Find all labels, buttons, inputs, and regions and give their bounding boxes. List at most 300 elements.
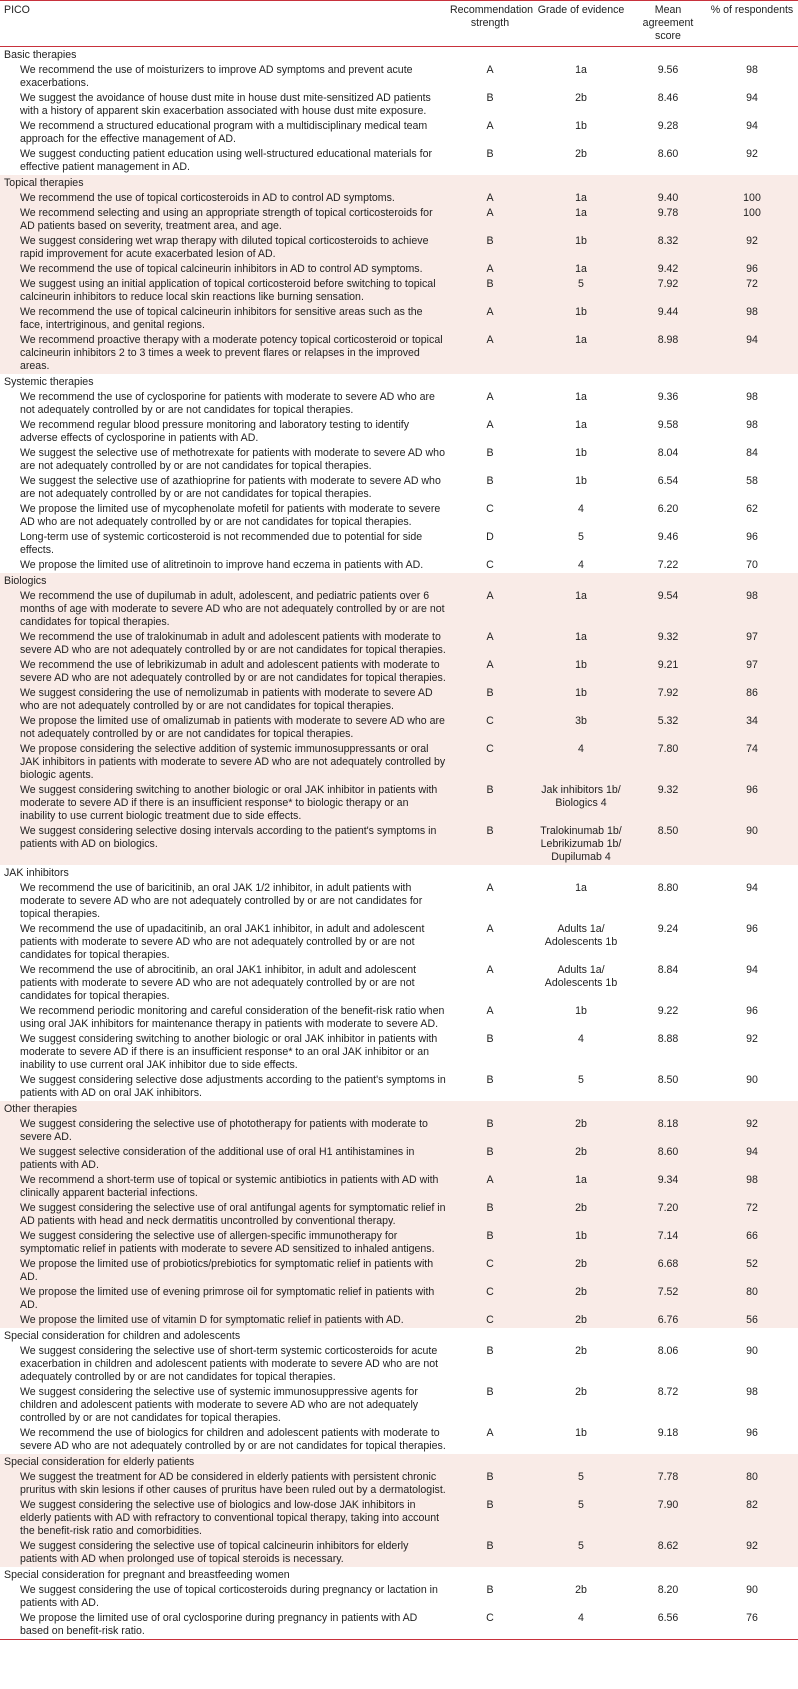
percent-respondents: 80 (706, 1285, 798, 1313)
table-row (0, 1498, 798, 1539)
pico-text: We propose the limited use of oral cyclosporine during pregnancy in patients with AD based on benefit-risk ratio. (0, 1611, 448, 1640)
grade-of-evidence: 1a (532, 333, 630, 374)
pico-text: We suggest considering the selective use of systemic immunosuppressive agents for children and adolescent patients with moderate to severe AD who are not adequately controlled by or are not candidates for topical therapies. (20, 1386, 419, 1424)
table-row (0, 91, 798, 119)
percent-respondents: 76 (706, 1611, 798, 1640)
mean-agreement-score: 8.88 (657, 1033, 679, 1045)
table-row (0, 1201, 798, 1229)
grade-of-evidence: 5 (532, 1470, 630, 1498)
grade-of-evidence: 1a (532, 630, 630, 658)
recommendation-strength: B (448, 1470, 532, 1498)
percent-respondents: 72 (706, 277, 798, 305)
recommendation-strength: B (486, 447, 494, 459)
percent-respondents: 96 (706, 262, 798, 277)
recommendation-strength: B (448, 1145, 532, 1173)
table-row (0, 305, 798, 333)
table-row (0, 558, 798, 573)
percent-respondents: 97 (706, 630, 798, 658)
pico-text: We suggest using an initial application of topical corticosteroid before switching to topical calcineurin inhibitors to reduce local skin reactions like burning sensation. (0, 277, 448, 305)
grade-of-evidence: Tralokinumab 1b/ Lebrikizumab 1b/ Dupilumab 4 (532, 824, 630, 865)
pico-text: We recommend the use of cyclosporine for patients with moderate to severe AD who are not adequately controlled by or are not candidates for topical therapies. (20, 391, 435, 416)
table-row (0, 922, 798, 963)
percent-respondents: 86 (706, 686, 798, 714)
grade-of-evidence: 1b (575, 1005, 587, 1017)
mean-agreement-score: 9.32 (630, 630, 706, 658)
pico-text: We suggest the selective use of azathioprine for patients with moderate to severe AD who are not adequately controlled by or are not candidates for topical therapies. (20, 475, 441, 500)
pico-text: We suggest considering wet wrap therapy with diluted topical corticosteroids to achieve rapid improvement for acute exacerbated lesion of AD. (0, 234, 448, 262)
recommendation-strength: B (448, 783, 532, 824)
section-title: Special consideration for elderly patients (0, 1454, 798, 1470)
pico-text: We suggest the treatment for AD be considered in elderly patients with persistent chronic pruritus with skin lesions if other causes of pruritus have been ruled out by a dermatologist. (0, 1470, 448, 1498)
section-row (0, 1328, 798, 1344)
grade-of-evidence: 5 (578, 531, 584, 543)
pico-text: We propose the limited use of probiotics/prebiotics for symptomatic relief in patients with AD. (0, 1257, 448, 1285)
recommendation-strength: A (486, 964, 494, 976)
recommendation-strength: B (486, 148, 494, 160)
pico-text: We recommend the use of topical calcineurin inhibitors in AD to control AD symptoms. (0, 262, 448, 277)
pico-text: We propose the limited use of vitamin D for symptomatic relief in patients with AD. (0, 1313, 448, 1328)
pico-text: We suggest selective consideration of the additional use of oral H1 antihistamines in patients with AD. (0, 1145, 448, 1173)
table-row (0, 1257, 798, 1285)
mean-agreement-score: 8.60 (657, 148, 679, 160)
mean-agreement-score: 9.34 (630, 1173, 706, 1201)
recommendation-strength: A (486, 64, 494, 76)
percent-respondents: 82 (706, 1498, 798, 1539)
mean-agreement-score: 8.84 (657, 964, 679, 976)
pico-text: We suggest considering switching to another biologic or oral JAK inhibitor in patients with moderate to severe AD if there is an insufficient response* to an oral JAK inhibitor or an inability to use current oral JAK inhibitor due to side effects. (20, 1033, 438, 1071)
table-row (0, 1073, 798, 1101)
percent-respondents: 100 (706, 191, 798, 206)
table-row (0, 658, 798, 686)
pico-text: We recommend selecting and using an appropriate strength of topical corticosteroids for AD patients based on severity, treatment area, and age. (0, 206, 448, 234)
percent-respondents: 94 (746, 120, 758, 132)
table-row (0, 824, 798, 865)
pico-text: We propose the limited use of alitretinoin to improve hand eczema in patients with AD. (20, 559, 424, 571)
recommendation-strength: B (448, 824, 532, 865)
recommendation-strength: B (486, 92, 494, 104)
grade-of-evidence: 4 (578, 1033, 584, 1045)
mean-agreement-score: 8.20 (657, 1584, 679, 1596)
table-row (0, 418, 798, 446)
percent-respondents: 62 (746, 503, 758, 515)
recommendation-strength: B (486, 1345, 494, 1357)
table-row (0, 1004, 798, 1032)
section-row (0, 1454, 798, 1470)
pico-text: We suggest considering selective dose adjustments according to the patient's symptoms in patients with AD on oral JAK inhibitors. (20, 1074, 446, 1099)
table-row (0, 262, 798, 277)
percent-respondents: 94 (746, 964, 758, 976)
mean-agreement-score: 9.28 (657, 120, 679, 132)
table-row (0, 742, 798, 783)
grade-of-evidence: 1b (532, 305, 630, 333)
grade-of-evidence: 1b (575, 1427, 587, 1439)
mean-agreement-score: 7.92 (630, 686, 706, 714)
recommendation-strength: B (486, 475, 494, 487)
grade-of-evidence: 2b (532, 1117, 630, 1145)
pico-text: We suggest considering selective dosing intervals according to the patient's symptoms in patients with AD on biologics. (0, 824, 448, 865)
recommendation-strength: B (448, 1498, 532, 1539)
percent-respondents: 98 (706, 305, 798, 333)
grade-of-evidence: 2b (532, 1201, 630, 1229)
header-grade-of-evidence: Grade of evidence (532, 1, 630, 47)
pico-text: We suggest considering the selective use of oral antifungal agents for symptomatic relief in AD patients with head and neck dermatitis uncontrolled by conventional therapy. (0, 1201, 448, 1229)
mean-agreement-score: 9.44 (630, 305, 706, 333)
percent-respondents: 74 (706, 742, 798, 783)
grade-of-evidence: 1a (575, 391, 587, 403)
grade-of-evidence: 2b (532, 1145, 630, 1173)
mean-agreement-score: 8.50 (657, 1074, 679, 1086)
table-row (0, 630, 798, 658)
table-row (0, 963, 798, 1004)
grade-of-evidence: 1a (532, 191, 630, 206)
recommendation-strength: B (486, 1584, 494, 1596)
grade-of-evidence: 2b (575, 1345, 587, 1357)
mean-agreement-score: 7.22 (657, 559, 679, 571)
recommendation-strength: B (448, 234, 532, 262)
mean-agreement-score: 8.18 (630, 1117, 706, 1145)
table-row (0, 474, 798, 502)
percent-respondents: 56 (706, 1313, 798, 1328)
table-row (0, 1032, 798, 1073)
percent-respondents: 80 (706, 1470, 798, 1498)
pico-text: We recommend the use of dupilumab in adult, adolescent, and pediatric patients over 6 months of age with moderate to severe AD who are not adequately controlled by or are not candidates for topical therapies. (0, 589, 448, 630)
percent-respondents: 100 (706, 206, 798, 234)
grade-of-evidence: 2b (575, 1584, 587, 1596)
mean-agreement-score: 6.56 (630, 1611, 706, 1640)
table-row (0, 783, 798, 824)
mean-agreement-score: 8.80 (657, 882, 679, 894)
table-row (0, 1344, 798, 1385)
grade-of-evidence: 1a (532, 206, 630, 234)
section-title: JAK inhibitors (4, 867, 69, 879)
mean-agreement-score: 9.21 (630, 658, 706, 686)
grade-of-evidence: 2b (575, 1386, 587, 1398)
percent-respondents: 34 (706, 714, 798, 742)
recommendation-strength: B (448, 1539, 532, 1567)
section-row (0, 865, 798, 881)
grade-of-evidence: 4 (532, 1611, 630, 1640)
pico-text: We recommend proactive therapy with a moderate potency topical corticosteroid or topical calcineurin inhibitors 2 to 3 times a week to prevent flares or relapses in the improved areas. (0, 333, 448, 374)
table-row (0, 589, 798, 630)
pico-text: We propose the limited use of mycophenolate mofetil for patients with moderate to severe AD who are not adequately controlled by or are not candidates for topical therapies. (20, 503, 441, 528)
grade-of-evidence: 1a (575, 64, 587, 76)
pico-text: We recommend the use of baricitinib, an oral JAK 1/2 inhibitor, in adult patients with moderate to severe AD who are not adequately controlled by or are not candidates for topical therapies. (20, 882, 423, 920)
recommendation-strength: C (448, 1257, 532, 1285)
recommendation-strength: A (448, 191, 532, 206)
pico-text: We suggest considering the selective use of topical calcineurin inhibitors for elderly patients with AD when prolonged use of topical steroids is necessary. (0, 1539, 448, 1567)
mean-agreement-score: 9.42 (630, 262, 706, 277)
recommendation-strength: A (448, 589, 532, 630)
pico-text: We suggest considering the selective use of phototherapy for patients with moderate to severe AD. (0, 1117, 448, 1145)
grade-of-evidence: 1b (532, 686, 630, 714)
table-row (0, 333, 798, 374)
grade-of-evidence: 1b (532, 1229, 630, 1257)
percent-respondents: 90 (746, 1345, 758, 1357)
mean-agreement-score: 9.18 (657, 1427, 679, 1439)
pico-text: Long-term use of systemic corticosteroid is not recommended due to potential for side effects. (20, 531, 423, 556)
pico-text: We propose the limited use of evening primrose oil for symptomatic relief in patients with AD. (0, 1285, 448, 1313)
table-row (0, 1470, 798, 1498)
percent-respondents: 66 (706, 1229, 798, 1257)
recommendation-strength: C (486, 559, 494, 571)
mean-agreement-score: 8.06 (657, 1345, 679, 1357)
pico-text: We suggest considering the use of nemolizumab in patients with moderate to severe AD who are not adequately controlled by or are not candidates for topical therapies. (0, 686, 448, 714)
recommendation-strength: A (486, 882, 494, 894)
mean-agreement-score: 9.40 (630, 191, 706, 206)
header-recommendation-strength: Recommendation strength (448, 1, 532, 47)
recommendation-strength: C (486, 503, 494, 515)
section-row (0, 1567, 798, 1583)
grade-of-evidence: 4 (578, 503, 584, 515)
header-pico: PICO (0, 1, 448, 47)
grade-of-evidence: 1b (532, 658, 630, 686)
pico-text: We suggest considering the selective use of biologics and low-dose JAK inhibitors in elderly patients with AD with refractory to conventional topical therapy, taking into account the benefit-risk ratio and comorbidities. (0, 1498, 448, 1539)
mean-agreement-score: 6.76 (630, 1313, 706, 1328)
percent-respondents: 72 (706, 1201, 798, 1229)
grade-of-evidence: 1b (575, 475, 587, 487)
section-title: Special consideration for pregnant and breastfeeding women (4, 1569, 290, 1581)
recommendation-strength: A (486, 1427, 494, 1439)
table-row (0, 1145, 798, 1173)
recommendation-strength: D (486, 531, 494, 543)
pico-text: We suggest considering the use of topical corticosteroids during pregnancy or lactation in patients with AD. (20, 1584, 438, 1609)
percent-respondents: 84 (746, 447, 758, 459)
grade-of-evidence: 5 (578, 1074, 584, 1086)
percent-respondents: 90 (746, 1074, 758, 1086)
grade-of-evidence: 2b (532, 1285, 630, 1313)
pico-text: We recommend the use of topical calcineurin inhibitors for sensitive areas such as the face, intertriginous, and genital regions. (0, 305, 448, 333)
recommendation-strength: B (486, 1033, 494, 1045)
table-header (0, 1, 798, 47)
mean-agreement-score: 7.92 (630, 277, 706, 305)
recommendation-strength: B (448, 686, 532, 714)
table-row (0, 147, 798, 175)
recommendation-strength: C (448, 1285, 532, 1313)
recommendation-strength: C (448, 714, 532, 742)
percent-respondents: 96 (746, 1427, 758, 1439)
section-row (0, 374, 798, 390)
pico-text: We propose the limited use of omalizumab in patients with moderate to severe AD who are not adequately controlled by or are not candidates for topical therapies. (0, 714, 448, 742)
section-row (0, 175, 798, 191)
percent-respondents: 92 (746, 148, 758, 160)
pico-text: We suggest considering the selective use of allergen-specific immunotherapy for symptomatic relief in patients with moderate to severe AD sensitized to inhaled antigens. (0, 1229, 448, 1257)
percent-respondents: 96 (746, 923, 758, 935)
grade-of-evidence: 1b (575, 447, 587, 459)
table-row (0, 119, 798, 147)
table-row (0, 191, 798, 206)
recommendation-strength: B (448, 1117, 532, 1145)
grade-of-evidence: 4 (578, 559, 584, 571)
recommendation-strength: A (448, 630, 532, 658)
mean-agreement-score: 7.20 (630, 1201, 706, 1229)
pico-text: We suggest considering switching to another biologic or oral JAK inhibitor in patients with moderate to severe AD if there is an insufficient response* to biologic therapy or an inability to use current biologic treatment due to side effects. (0, 783, 448, 824)
recommendation-strength: A (448, 305, 532, 333)
mean-agreement-score: 9.58 (657, 419, 679, 431)
mean-agreement-score: 9.54 (630, 589, 706, 630)
pico-text: We recommend the use of topical corticosteroids in AD to control AD symptoms. (0, 191, 448, 206)
grade-of-evidence: Adults 1a/ Adolescents 1b (544, 923, 618, 948)
pico-text: We recommend the use of lebrikizumab in adult and adolescent patients with moderate to severe AD who are not adequately controlled by or are not candidates for topical therapies. (0, 658, 448, 686)
table-row (0, 446, 798, 474)
mean-agreement-score: 9.22 (657, 1005, 679, 1017)
percent-respondents: 90 (706, 824, 798, 865)
pico-text: We recommend the use of moisturizers to improve AD symptoms and prevent acute exacerbations. (20, 64, 413, 89)
header-percent-respondents: % of respondents (706, 1, 798, 47)
mean-agreement-score: 9.46 (657, 531, 679, 543)
mean-agreement-score: 6.54 (657, 475, 679, 487)
mean-agreement-score: 9.56 (657, 64, 679, 76)
percent-respondents: 98 (706, 1173, 798, 1201)
percent-respondents: 98 (746, 1386, 758, 1398)
table-row (0, 1583, 798, 1611)
mean-agreement-score: 9.32 (630, 783, 706, 824)
section-title: Basic therapies (4, 49, 77, 61)
recommendation-strength: A (448, 206, 532, 234)
table-row (0, 1173, 798, 1201)
table-row (0, 502, 798, 530)
pico-text: We suggest the selective use of methotrexate for patients with moderate to severe AD who are not adequately controlled by or are not candidates for topical therapies. (20, 447, 445, 472)
recommendation-strength: A (486, 391, 494, 403)
recommendation-strength: A (448, 658, 532, 686)
section-title: Special consideration for children and adolescents (4, 1330, 241, 1342)
grade-of-evidence: 4 (532, 742, 630, 783)
mean-agreement-score: 7.14 (630, 1229, 706, 1257)
recommendation-strength: C (448, 742, 532, 783)
percent-respondents: 98 (746, 419, 758, 431)
table-row (0, 206, 798, 234)
percent-respondents: 52 (706, 1257, 798, 1285)
percent-respondents: 94 (746, 882, 758, 894)
table-row (0, 881, 798, 922)
pico-text: We recommend a short-term use of topical or systemic antibiotics in patients with AD with clinically apparent bacterial infections. (0, 1173, 448, 1201)
recommendation-strength: B (448, 1229, 532, 1257)
mean-agreement-score: 6.68 (630, 1257, 706, 1285)
percent-respondents: 94 (746, 92, 758, 104)
section-title: Biologics (0, 573, 798, 589)
grade-of-evidence: 5 (532, 1498, 630, 1539)
percent-respondents: 98 (746, 391, 758, 403)
percent-respondents: 97 (706, 658, 798, 686)
percent-respondents: 96 (746, 1005, 758, 1017)
section-row (0, 573, 798, 589)
mean-agreement-score: 6.20 (657, 503, 679, 515)
pico-text: We recommend a structured educational program with a multidisciplinary medical team approach for the effective management of AD. (20, 120, 428, 145)
percent-respondents: 70 (746, 559, 758, 571)
percent-respondents: 92 (706, 1539, 798, 1567)
grade-of-evidence: 2b (575, 148, 587, 160)
recommendation-strength: B (448, 1201, 532, 1229)
mean-agreement-score: 8.50 (630, 824, 706, 865)
header-mean-agreement-score: Mean agreement score (630, 1, 706, 47)
mean-agreement-score: 8.98 (630, 333, 706, 374)
recommendation-strength: B (448, 277, 532, 305)
grade-of-evidence: 1b (575, 120, 587, 132)
recommendation-strength: C (448, 1313, 532, 1328)
mean-agreement-score: 9.24 (657, 923, 679, 935)
section-title: Systemic therapies (4, 376, 94, 388)
table-row (0, 390, 798, 418)
percent-respondents: 92 (706, 1117, 798, 1145)
table-row (0, 1611, 798, 1640)
grade-of-evidence: 1b (532, 234, 630, 262)
table-row (0, 63, 798, 91)
mean-agreement-score: 8.60 (630, 1145, 706, 1173)
section-title: Topical therapies (0, 175, 798, 191)
table-row (0, 277, 798, 305)
section-row (0, 1101, 798, 1117)
grade-of-evidence: Jak inhibitors 1b/ Biologics 4 (532, 783, 630, 824)
recommendation-strength: A (486, 120, 494, 132)
mean-agreement-score: 9.36 (657, 391, 679, 403)
pico-text: We propose considering the selective addition of systemic immunosuppressants or oral JAK inhibitors in patients with moderate to severe AD who are not adequately controlled by biologic agents. (0, 742, 448, 783)
percent-respondents: 92 (706, 234, 798, 262)
grade-of-evidence: 2b (532, 1257, 630, 1285)
table-row (0, 1117, 798, 1145)
section-title: Other therapies (0, 1101, 798, 1117)
grade-of-evidence: 1a (575, 882, 587, 894)
grade-of-evidence: 3b (532, 714, 630, 742)
recommendation-strength: B (486, 1386, 494, 1398)
pico-text: We suggest considering the selective use of short-term systemic corticosteroids for acute exacerbation in children and adolescent patients with moderate to severe AD who are not adequately controlled by or are not candidates for topical therapies. (20, 1345, 439, 1383)
pico-text: We recommend periodic monitoring and careful consideration of the benefit-risk ratio when using oral JAK inhibitors for maintenance therapy in patients with moderate to severe AD. (20, 1005, 445, 1030)
percent-respondents: 90 (746, 1584, 758, 1596)
table-row (0, 234, 798, 262)
grade-of-evidence: 5 (532, 277, 630, 305)
recommendation-strength: A (486, 419, 494, 431)
mean-agreement-score: 7.90 (630, 1498, 706, 1539)
mean-agreement-score: 5.32 (630, 714, 706, 742)
grade-of-evidence: 1a (532, 1173, 630, 1201)
recommendation-strength: A (486, 923, 494, 935)
percent-respondents: 96 (746, 531, 758, 543)
table-row (0, 530, 798, 558)
table-row (0, 1385, 798, 1426)
recommendation-strength: A (448, 333, 532, 374)
pico-text: We recommend regular blood pressure monitoring and laboratory testing to identify adverse effects of cyclosporine in patients with AD. (20, 419, 410, 444)
mean-agreement-score: 8.46 (657, 92, 679, 104)
mean-agreement-score: 7.78 (630, 1470, 706, 1498)
percent-respondents: 96 (706, 783, 798, 824)
mean-agreement-score: 9.78 (630, 206, 706, 234)
table-row (0, 686, 798, 714)
mean-agreement-score: 8.04 (657, 447, 679, 459)
mean-agreement-score: 8.62 (630, 1539, 706, 1567)
percent-respondents: 92 (746, 1033, 758, 1045)
table-row (0, 1426, 798, 1454)
table-body (0, 47, 798, 1640)
pico-text: We suggest the avoidance of house dust mite in house dust mite-sensitized AD patients with a history of apparent skin exacerbation associated with house dust mite exposure. (20, 92, 431, 117)
grade-of-evidence: 2b (575, 92, 587, 104)
table-row (0, 1229, 798, 1257)
grade-of-evidence: 1a (532, 262, 630, 277)
percent-respondents: 98 (706, 589, 798, 630)
section-row (0, 47, 798, 64)
grade-of-evidence: 5 (532, 1539, 630, 1567)
grade-of-evidence: 1a (532, 589, 630, 630)
mean-agreement-score: 8.32 (630, 234, 706, 262)
recommendation-strength: A (448, 262, 532, 277)
table-row (0, 1313, 798, 1328)
pico-text: We recommend the use of tralokinumab in adult and adolescent patients with moderate to severe AD who are not adequately controlled by or are not candidates for topical therapies. (0, 630, 448, 658)
grade-of-evidence: Adults 1a/ Adolescents 1b (544, 964, 618, 989)
table-row (0, 1539, 798, 1567)
grade-of-evidence: 2b (532, 1313, 630, 1328)
pico-text: We recommend the use of biologics for children and adolescent patients with moderate to severe AD who are not adequately controlled by or are not candidates for topical therapies. (20, 1427, 446, 1452)
pico-text: We suggest conducting patient education using well-structured educational materials for effective patient management in AD. (20, 148, 433, 173)
pico-text: We recommend the use of abrocitinib, an oral JAK1 inhibitor, in adult and adolescent patients with moderate to severe AD who are not adequately controlled by or are not candidates for topical therapies. (20, 964, 417, 1002)
recommendation-strength: A (448, 1173, 532, 1201)
mean-agreement-score: 8.72 (657, 1386, 679, 1398)
